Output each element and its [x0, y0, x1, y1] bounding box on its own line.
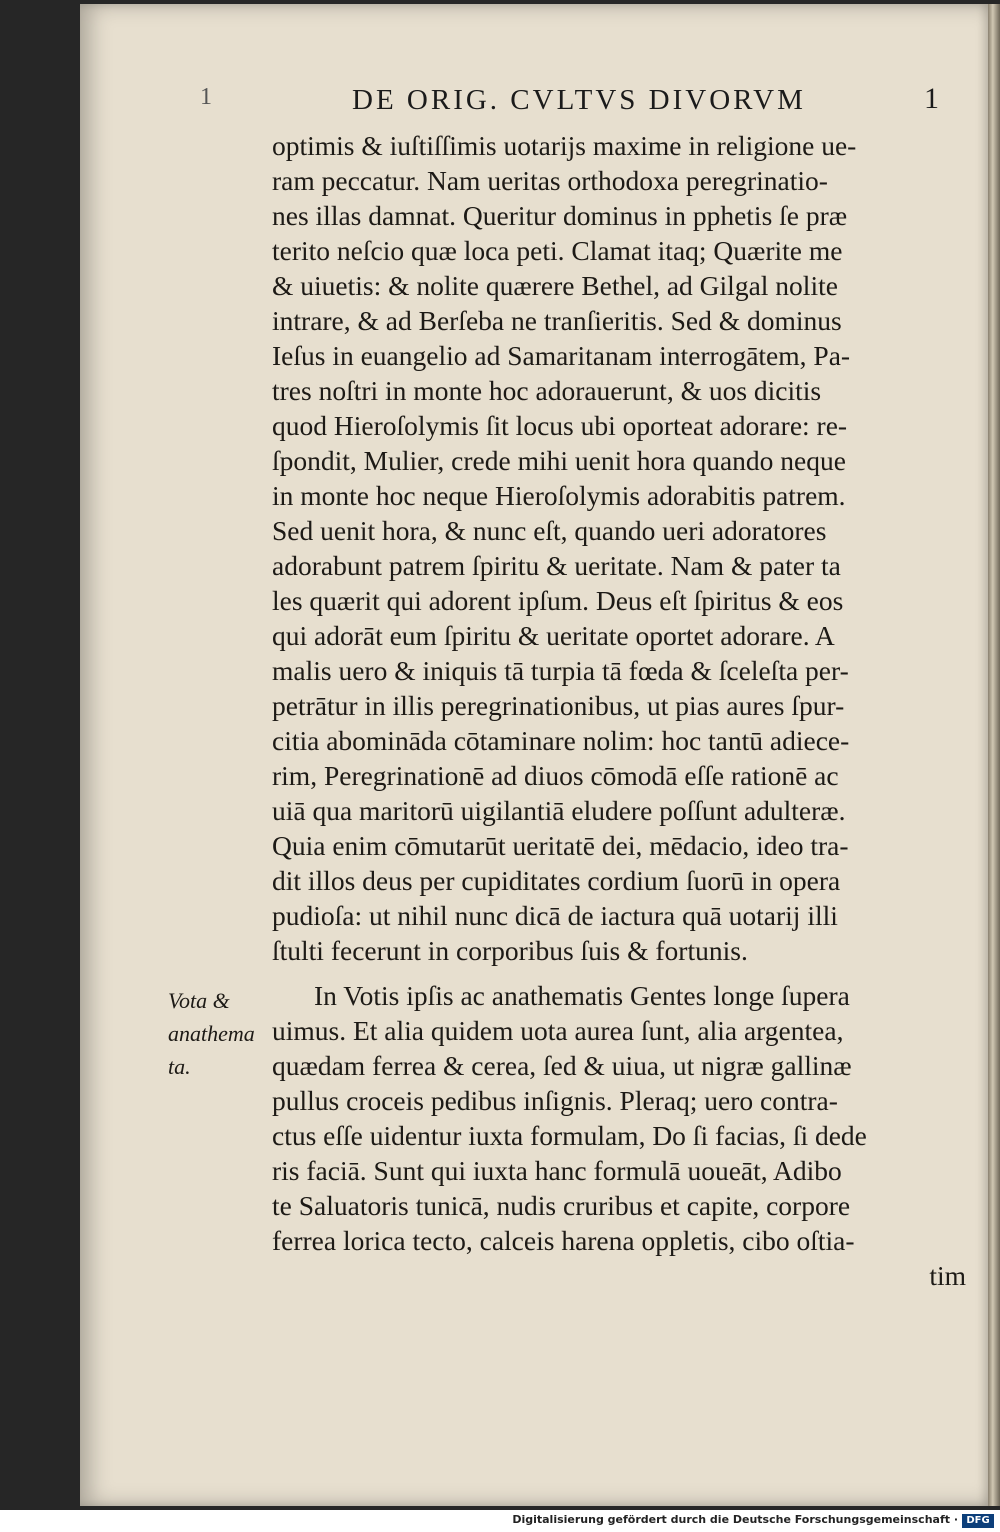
text-line: te Saluatoris tunicā, nudis cruribus et capite, corpore: [272, 1190, 851, 1221]
marginal-note: [168, 984, 268, 1083]
dfg-logo: DFG: [962, 1514, 994, 1528]
text-line: ſpondit, Mulier, crede mihi uenit hora quando neque: [272, 445, 846, 476]
folio-left: 1: [200, 84, 215, 110]
text-line: les quærit qui adorent ipſum. Deus eſt ſpiritus & eos: [272, 585, 844, 616]
text-line: In Votis ipſis ac anathematis Gentes longe ſupera: [314, 980, 850, 1011]
main-text: [272, 128, 972, 1293]
text-line: intrare, & ad Berſeba ne tranſieritis. Sed & dominus: [272, 305, 842, 336]
text-line: Quia enim cōmutarūt ueritatē dei, mēdacio, ideo tra-: [272, 830, 849, 861]
text-line: terito neſcio quæ loca peti. Clamat itaq; Quærite me: [272, 235, 843, 266]
text-line: petrātur in illis peregrinationibus, ut pias aures ſpur-: [272, 690, 845, 721]
footer-credit: Digitalisierung gefördert durch die Deutsche Forschungsgemeinschaft ·: [512, 1513, 958, 1526]
text-line: uimus. Et alia quidem uota aurea ſunt, alia argentea,: [272, 1015, 844, 1046]
paragraph-gap: [272, 968, 972, 978]
text-line: ctus eſſe uidentur iuxta formulam, Do ſi facias, ſi dede: [272, 1120, 867, 1151]
text-line: dit illos deus per cupiditates cordium ſuorū in opera: [272, 865, 841, 896]
text-line: qui adorāt eum ſpiritu & ueritate oportet adorare. A: [272, 620, 835, 651]
text-line: optimis & iuſtiſſimis uotarijs maxime in religione ue-: [272, 130, 857, 161]
text-line: Sed uenit hora, & nunc eſt, quando ueri adoratores: [272, 515, 827, 546]
marginal-note-line: ta.: [168, 1054, 191, 1079]
text-line: pullus croceis pedibus inſignis. Pleraq; uero contra-: [272, 1085, 838, 1116]
text-line: ris faciā. Sunt qui iuxta hanc formulā uoueāt, Adibo: [272, 1155, 842, 1186]
text-line: citia abomināda cōtaminare nolim: hoc tantū adiece-: [272, 725, 850, 756]
running-title: DE ORIG. CVLTVS DIVORVM: [352, 84, 806, 116]
digitization-footer: [0, 1510, 1000, 1532]
text-line: uiā qua maritorū uigilantiā eludere poſſunt adulteræ.: [272, 795, 846, 826]
marginal-note-line: Vota &: [168, 988, 230, 1013]
text-line: malis uero & iniquis tā turpia tā fœda & ſceleſta per-: [272, 655, 849, 686]
text-line: ſtulti fecerunt in corporibus ſuis & fortunis.: [272, 935, 748, 966]
catchword: tim: [929, 1260, 966, 1291]
text-line: quædam ferrea & cerea, ſed & uiua, ut nigræ gallinæ: [272, 1050, 852, 1081]
marginal-note-line: anathema: [168, 1021, 255, 1046]
running-head: [200, 84, 960, 120]
text-line: rim, Peregrinationē ad diuos cōmodā eſſe rationē ac: [272, 760, 839, 791]
text-line: in monte hoc neque Hieroſolymis adorabitis patrem.: [272, 480, 846, 511]
folio-right: 1: [924, 82, 942, 115]
page-edge: [988, 4, 1000, 1506]
text-line: adorabunt patrem ſpiritu & ueritate. Nam & pater ta: [272, 550, 841, 581]
text-line: ferrea lorica tecto, calceis harena oppletis, cibo oſtia-: [272, 1225, 855, 1256]
text-line: pudioſa: ut nihil nunc dicā de iactura quā uotarij illi: [272, 900, 838, 931]
text-line: nes illas damnat. Queritur dominus in pphetis ſe præ: [272, 200, 848, 231]
text-line: ram peccatur. Nam ueritas orthodoxa peregrinatio-: [272, 165, 828, 196]
text-line: Ieſus in euangelio ad Samaritanam interrogātem, Pa-: [272, 340, 851, 371]
text-line: & uiuetis: & nolite quærere Bethel, ad Gilgal nolite: [272, 270, 838, 301]
text-line: tres noſtri in monte hoc adorauerunt, & uos dicitis: [272, 375, 822, 406]
text-line: quod Hieroſolymis ſit locus ubi oporteat adorare: re-: [272, 410, 848, 441]
